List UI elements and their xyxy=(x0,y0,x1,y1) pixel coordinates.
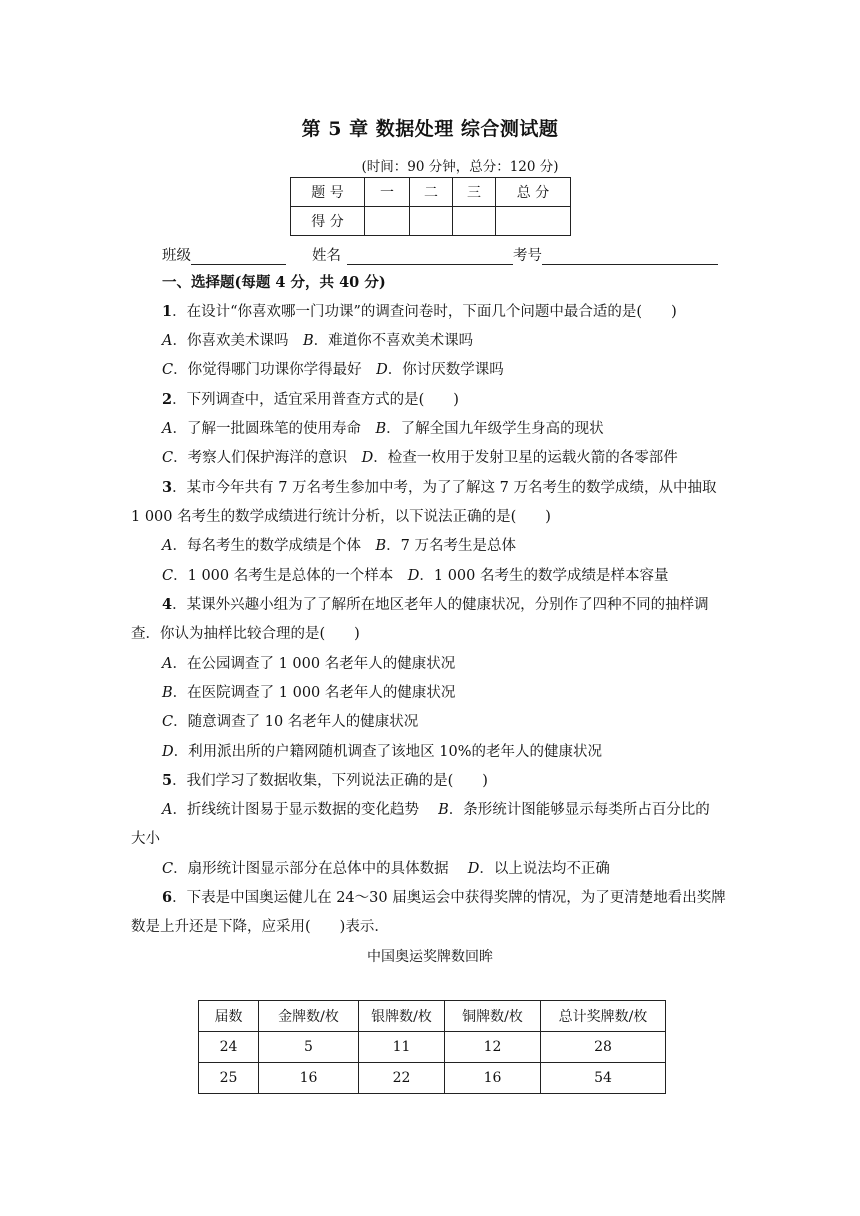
table-row xyxy=(291,178,571,207)
table-cell: 二 xyxy=(410,178,453,207)
table-cell: 25 xyxy=(199,1063,259,1094)
question-5-options-ab xyxy=(162,800,710,820)
question-1-options-ab xyxy=(162,331,473,351)
table-row xyxy=(199,1063,666,1094)
option-c-label: C xyxy=(162,714,174,730)
option-c-label: C xyxy=(162,861,174,877)
question-text: ．某市今年共有 7 万名考生参加中考，为了了解这 7 万名考生的数学成绩，从中抽取 xyxy=(172,480,717,496)
option-a-label: A xyxy=(162,421,173,437)
table-cell: 一 xyxy=(365,178,410,207)
option-b-text: ．7 万名考生是总体 xyxy=(386,538,516,554)
table-cell: 16 xyxy=(259,1063,359,1094)
option-c-label: C xyxy=(162,362,174,378)
option-b-label: B xyxy=(302,333,314,349)
option-c-label: C xyxy=(162,450,174,466)
exam-time-info: (时间：90 分钟，总分：120 分) xyxy=(361,159,559,175)
question-6-continued xyxy=(131,917,389,937)
question-text: ．下列调查中，适宜采用普查方式的是( ) xyxy=(172,392,459,408)
question-1-options-cd xyxy=(162,360,504,380)
question-4-option-c xyxy=(162,712,418,732)
medal-table xyxy=(198,1000,666,1094)
page-title: 第 5 章 数据处理 综合测试题 xyxy=(301,118,559,140)
table-cell: 16 xyxy=(445,1063,541,1094)
name-label: 姓名 xyxy=(312,248,341,264)
question-text: 数是上升还是下降，应采用( )表示． xyxy=(131,919,389,935)
question-number: 4 xyxy=(162,596,173,613)
question-text: ．在设计“你喜欢哪一门功课”的调查问卷时，下面几个问题中最合适的是( ) xyxy=(172,304,677,320)
question-6 xyxy=(162,888,726,908)
option-a-label: A xyxy=(162,538,173,554)
option-a-text: ．折线统计图易于显示数据的变化趋势 xyxy=(172,802,439,818)
option-c-label: C xyxy=(162,568,174,584)
table-cell: 11 xyxy=(359,1032,445,1063)
option-d-label: D xyxy=(376,362,388,378)
question-5 xyxy=(162,771,488,791)
option-c-text: ．1 000 名考生是总体的一个样本 xyxy=(173,568,408,584)
question-text: ．某课外兴趣小组为了了解所在地区老年人的健康状况，分别作了四种不同的抽样调 xyxy=(172,597,709,613)
table-cell: 22 xyxy=(359,1063,445,1094)
id-field[interactable] xyxy=(542,248,718,265)
table-cell: 24 xyxy=(199,1032,259,1063)
question-number: 2 xyxy=(162,391,173,408)
question-2-options-ab xyxy=(162,419,604,439)
table-row xyxy=(199,1032,666,1063)
option-d-label: D xyxy=(407,568,420,584)
question-number: 1 xyxy=(162,303,173,320)
option-a-text: ．了解一批圆珠笔的使用寿命 xyxy=(172,421,376,437)
question-5-options-cd xyxy=(162,859,610,879)
option-d-label: D xyxy=(162,744,174,760)
option-c-text: ．考察人们保护海洋的意识 xyxy=(173,450,362,466)
question-3 xyxy=(162,478,716,498)
option-d-label: D xyxy=(467,861,480,877)
table-cell: 5 xyxy=(259,1032,359,1063)
option-b-text: ．在医院调查了 1 000 名老年人的健康状况 xyxy=(172,685,456,701)
question-text: ．我们学习了数据收集，下列说法正确的是( ) xyxy=(172,773,488,789)
option-b-text: ．条形统计图能够显示每类所占百分比的 xyxy=(448,802,710,818)
option-c-text: ．随意调查了 10 名老年人的健康状况 xyxy=(173,714,419,730)
option-a-label: A xyxy=(162,333,173,349)
score-cell[interactable] xyxy=(365,207,410,236)
question-4-option-a xyxy=(162,654,455,674)
option-a-text: ．每名考生的数学成绩是个体 xyxy=(172,538,376,554)
question-number: 6 xyxy=(162,889,173,906)
question-text: ．下表是中国奥运健儿在 24～30 届奥运会中获得奖牌的情况，为了更清楚地看出奖牌 xyxy=(172,890,726,906)
option-a-label: A xyxy=(162,802,173,818)
class-label: 班级 xyxy=(162,248,191,264)
option-b-text: 大小 xyxy=(131,831,160,847)
question-2-options-cd xyxy=(162,448,678,468)
question-5-option-b-continued xyxy=(131,829,160,849)
question-4-continued xyxy=(131,624,360,644)
option-b-label: B xyxy=(375,421,387,437)
question-text: 1 000 名考生的数学成绩进行统计分析，以下说法正确的是( ) xyxy=(131,509,551,525)
class-field[interactable] xyxy=(191,248,286,265)
score-cell[interactable] xyxy=(453,207,496,236)
question-3-continued xyxy=(131,507,551,527)
table-cell: 28 xyxy=(541,1032,666,1063)
option-b-label: B xyxy=(375,538,387,554)
question-4 xyxy=(162,595,709,615)
table-cell: 三 xyxy=(453,178,496,207)
table-cell: 12 xyxy=(445,1032,541,1063)
score-table xyxy=(290,177,571,236)
question-text: 查．你认为抽样比较合理的是( ) xyxy=(131,626,360,642)
table-header-row xyxy=(199,1001,666,1032)
question-1 xyxy=(162,302,677,322)
column-header: 总计奖牌数/枚 xyxy=(541,1001,666,1032)
option-c-text: ．你觉得哪门功课你学得最好 xyxy=(173,362,377,378)
option-b-text: ．难道你不喜欢美术课吗 xyxy=(313,333,474,349)
question-3-options-ab xyxy=(162,536,516,556)
column-header: 铜牌数/枚 xyxy=(445,1001,541,1032)
student-info-line xyxy=(162,244,718,265)
section-title: 一、选择题(每题 4 分，共 40 分) xyxy=(162,274,386,291)
table-cell: 得 分 xyxy=(291,207,365,236)
table-cell: 54 xyxy=(541,1063,666,1094)
column-header: 届数 xyxy=(199,1001,259,1032)
table-cell: 总 分 xyxy=(496,178,571,207)
score-cell[interactable] xyxy=(410,207,453,236)
option-d-text: ．你讨厌数学课吗 xyxy=(387,362,504,378)
table-cell: 题 号 xyxy=(291,178,365,207)
option-a-text: ．你喜欢美术课吗 xyxy=(172,333,303,349)
section-heading xyxy=(162,273,386,293)
question-4-option-d xyxy=(162,742,602,762)
option-a-label: A xyxy=(162,656,173,672)
option-b-label: B xyxy=(162,685,173,701)
option-d-text: ．以上说法均不正确 xyxy=(479,861,610,877)
option-d-label: D xyxy=(361,450,374,466)
id-label: 考号 xyxy=(513,248,542,264)
question-3-options-cd xyxy=(162,566,669,586)
option-d-text: ．检查一枚用于发射卫星的运载火箭的各零部件 xyxy=(373,450,678,466)
question-number: 5 xyxy=(162,772,173,789)
question-2 xyxy=(162,390,459,410)
score-cell[interactable] xyxy=(496,207,571,236)
name-field[interactable] xyxy=(347,248,513,265)
table-row xyxy=(291,207,571,236)
column-header: 银牌数/枚 xyxy=(359,1001,445,1032)
option-d-text: ．1 000 名考生的数学成绩是样本容量 xyxy=(419,568,669,584)
column-header: 金牌数/枚 xyxy=(259,1001,359,1032)
table-caption: 中国奥运奖牌数回眸 xyxy=(367,949,493,965)
question-number: 3 xyxy=(162,479,173,496)
option-b-text: ．了解全国九年级学生身高的现状 xyxy=(386,421,604,437)
option-c-text: ．扇形统计图显示部分在总体中的具体数据 xyxy=(173,861,468,877)
option-d-text: ．利用派出所的户籍网随机调查了该地区 10%的老年人的健康状况 xyxy=(173,744,602,760)
question-4-option-b xyxy=(162,683,455,703)
option-b-label: B xyxy=(438,802,449,818)
option-a-text: ．在公园调查了 1 000 名老年人的健康状况 xyxy=(172,656,456,672)
